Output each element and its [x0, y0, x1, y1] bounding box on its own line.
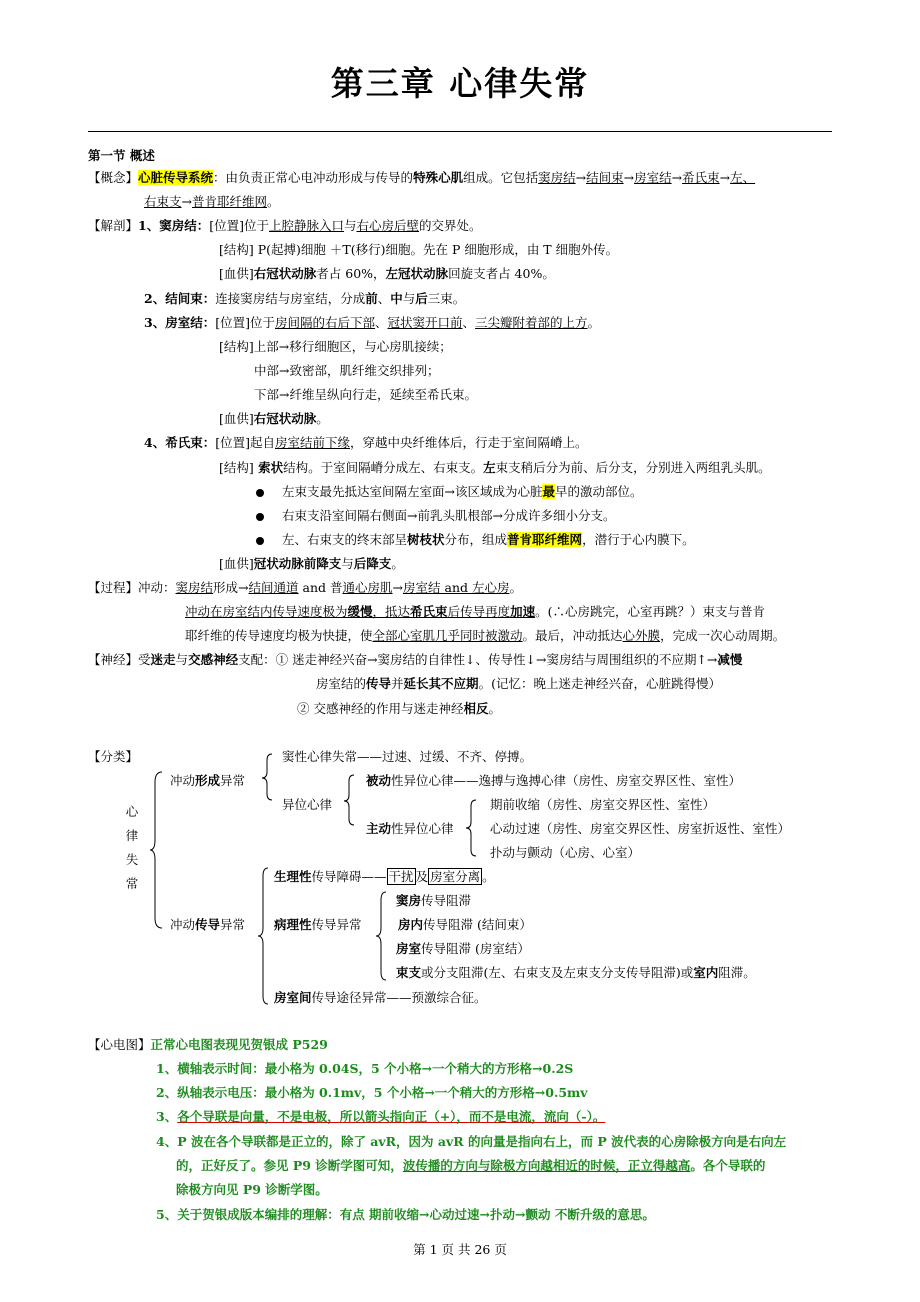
active-ectopic: 主动性异位心律	[366, 821, 454, 836]
physiological-block: 生理性传导障碍—— 干扰 及 房室分离 。	[274, 869, 495, 884]
classification-tag: 【分类】	[88, 749, 139, 764]
patho-brace	[376, 890, 388, 984]
classification-root: 心 律 失 常	[125, 804, 139, 891]
anatomy-av-structure-3: 下部→纤维呈纵向行走，延续至希氏束。	[254, 387, 477, 402]
ecg-item: 1、横轴表示时间：最小格为 0.04S，5 个小格→一个稍大的方形格→0.2S	[156, 1061, 574, 1076]
active-item: 心动过速（房性、房室交界区性、房室折返性、室性）	[490, 821, 791, 836]
ecg-item: 3、各个导联是向量，不是电极，所以箭头指向正（+），而不是电流，流向（-）。	[156, 1109, 606, 1124]
sinus-arrhythmia: 窦性心律失常——过速、过缓、不齐、停搏。	[282, 749, 533, 764]
formation-brace	[262, 752, 274, 802]
pathological-block: 病理性传导异常	[274, 917, 362, 932]
ecg-item: 2、纵轴表示电压：最小格为 0.1mv，5 个小格→一个稍大的方形格→0.5mv	[156, 1085, 588, 1100]
ecg-heading: 【心电图】正常心电图表现见贺银成 P529	[88, 1037, 328, 1052]
bullet-icon	[256, 513, 264, 521]
anatomy-av-position: 3、房室结：[位置]位于房间隔的右后下部、冠状窦开口前、三尖瓣附着部的上方。	[144, 315, 601, 330]
bullet-icon	[256, 537, 264, 545]
his-bullet-1: 左束支最先抵达室间隔左室面→该区域成为心脏最早的激动部位。	[256, 482, 643, 500]
concept-line-2: 右束支→普肯耶纤维网。	[144, 194, 280, 209]
anatomy-his-blood: [血供]冠状动脉前降支与后降支。	[219, 556, 404, 571]
anatomy-sa-blood: [血供]右冠状动脉者占 60%，左冠状动脉回旋支者占 40%。	[219, 266, 555, 281]
anatomy-his-position: 4、希氏束：[位置]起自房室结前下缘，穿越中央纤维体后，行走于室间隔嵴上。	[144, 435, 588, 450]
active-brace	[466, 798, 478, 858]
ecg-item: 的，正好反了。参见 P9 诊断学图可知，波传播的方向与除极方向越相近的时候，正立得越高。各个导联的	[176, 1158, 766, 1173]
anatomy-sa-position: 【解剖】1、窦房结：[位置]位于上腔静脉入口与右心房后壁的交界处。	[88, 218, 482, 233]
active-item: 期前收缩（房性、房室交界区性、室性）	[490, 797, 716, 812]
ectopic-rhythm: 异位心律	[282, 797, 333, 812]
process-line-2: 冲动在房室结内传导速度极为缓慢，抵达希氏束后传导再度加速。(∴心房跳完，心室再跳？）束支与普肯	[185, 604, 765, 619]
conduction-abnormal: 冲动传导异常	[170, 917, 246, 932]
anatomy-internodal: 2、结间束：连接窦房结与房室结，分成前、中与后三束。	[144, 291, 466, 306]
patho-item: 房内传导阻滞 (结间束）	[398, 917, 532, 932]
page-footer: 第 1 页 共 26 页	[413, 1242, 507, 1257]
patho-item: 窦房传导阻滞	[396, 893, 472, 908]
ecg-item: 4、P 波在各个导联都是正立的，除了 avR，因为 avR 的向量是指向右上，而 P 波代表的心房除极方向是右向左	[156, 1134, 787, 1149]
anatomy-tag: 【解剖】	[88, 218, 139, 233]
nerve-line-2: 房室结的传导并延长其不应期。(记忆：晚上迷走神经兴奋，心脏跳得慢）	[316, 676, 721, 691]
ecg-item: 除极方向见 P9 诊断学图。	[176, 1182, 328, 1197]
passive-ectopic: 被动性异位心律——逸搏与逸搏心律（房性、房室交界区性、室性）	[366, 773, 742, 788]
process-line-1: 【过程】冲动：窦房结形成→结间通道 and 普通心房肌→房室结 and 左心房。	[88, 580, 522, 595]
active-item: 扑动与颤动（心房、心室）	[490, 845, 641, 860]
ectopic-brace	[344, 773, 356, 827]
conduction-brace	[258, 866, 270, 1006]
anatomy-sa-structure: [结构] P(起搏)细胞 ＋T(移行)细胞。先在 P 细胞形成，由 T 细胞外传。	[219, 242, 619, 257]
anatomy-his-structure: [结构] 索状结构。于室间隔嵴分成左、右束支。左束支稍后分为前、后分支，分别进入两组乳头肌。	[219, 460, 771, 475]
formation-abnormal: 冲动形成异常	[170, 773, 246, 788]
anatomy-av-blood: [血供]右冠状动脉。	[219, 411, 329, 426]
page-title: 第三章 心律失常	[330, 64, 590, 103]
anatomy-av-structure-2: 中部→致密部，肌纤维交织排列；	[254, 363, 440, 378]
his-bullet-2: 右束支沿室间隔右侧面→前乳头肌根部→分成许多细小分支。	[256, 506, 615, 524]
bullet-icon	[256, 489, 264, 497]
ecg-item: 5、关于贺银成版本编排的理解：有点 期前收缩→心动过速→扑动→颤动 不断升级的意思。	[156, 1207, 655, 1222]
process-line-3: 耶纤维的传导速度均极为快捷，使全部心室肌几乎同时被激动。最后，冲动抵达心外膜，完成一次心动周期。	[185, 628, 786, 643]
concept-line-1: 【概念】心脏传导系统：由负责正常心电冲动形成与传导的特殊心肌组成。它包括窦房结→结间束→房室结→希氏束→左、	[88, 170, 756, 185]
patho-item: 房室传导阻滞 (房室结）	[396, 941, 530, 956]
title-divider	[88, 131, 832, 132]
concept-tag: 【概念】	[88, 170, 139, 185]
his-bullet-3: 左、右束支的终末部呈树枝状分布，组成普肯耶纤维网，潜行于心内膜下。	[256, 530, 695, 548]
patho-item: 束支或分支阻滞(左、右束支及左束支分支传导阻滞)或室内阻滞。	[396, 965, 756, 980]
concept-term: 心脏传导系统	[138, 170, 214, 185]
av-pathway-abnormal: 房室间传导途径异常——预激综合征。	[274, 990, 487, 1005]
root-brace	[150, 770, 164, 930]
nerve-line-3: ② 交感神经的作用与迷走神经相反。	[297, 701, 502, 716]
anatomy-av-structure-1: [结构]上部→移行细胞区，与心房肌接续；	[219, 339, 452, 354]
nerve-line-1: 【神经】受迷走与交感神经支配：① 迷走神经兴奋→窦房结的自律性↓、传导性↓→窦房结与周围组织的不应期↑→减慢	[88, 652, 743, 667]
section-heading: 第一节 概述	[88, 148, 155, 163]
